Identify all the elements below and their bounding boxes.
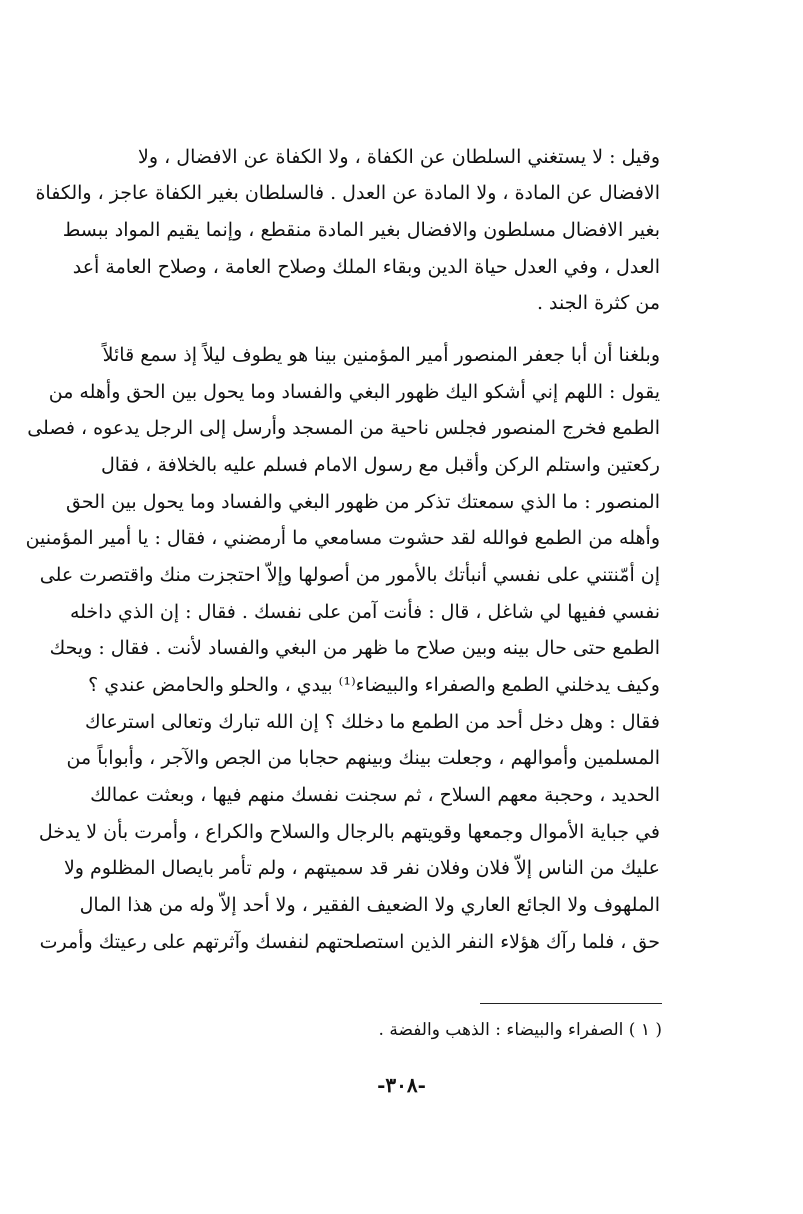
text-line: الطمع فخرج المنصور فجلس ناحية من المسجد وأرسل إلى الرجل يدعوه ، فصلى	[27, 417, 660, 439]
page-number: -٣٠٨-	[377, 1073, 426, 1097]
text-line: في جباية الأموال وجمعها وقويتهم بالرجال والسلاح والكراع ، وأمرت بأن لا يدخل	[38, 821, 660, 843]
text-line: نفسي ففيها لي شاغل ، قال : فأنت آمن على نفسك . فقال : إن الذي داخله	[69, 601, 660, 623]
footnote: ( ١ ) الصفراء والبيضاء : الذهب والفضة .	[378, 1020, 662, 1040]
text-line: إن أمّنتني على نفسي أنبأتك بالأمور من أصولها وإلاّ احتجزت منك واقتصرت على	[39, 564, 660, 586]
text-line: العدل ، وفي العدل حياة الدين وبقاء الملك وصلاح العامة ، وصلاح العامة أعد	[72, 256, 660, 278]
text-line: حق ، فلما رآك هؤلاء النفر الذين استصلحتهم لنفسك وآثرتهم على رعيتك وأمرت	[39, 931, 660, 953]
text-line: ركعتين واستلم الركن وأقبل مع رسول الامام فسلم عليه بالخلافة ، فقال	[100, 454, 660, 476]
text-line: الافضال عن المادة ، ولا المادة عن العدل . فالسلطان بغير الكفاة عاجز ، والكفاة	[35, 182, 660, 204]
text-line: عليك من الناس إلاّ فلان وفلان نفر قد سميتهم ، ولم تأمر بايصال المظلوم ولا	[63, 857, 660, 879]
text-line: الملهوف ولا الجائع العاري ولا الضعيف الفقير ، ولا أحد إلاّ وله من هذا المال	[79, 894, 660, 916]
text-line: الطمع حتى حال بينه وبين صلاح ما ظهر من البغي والفساد لأنت . فقال : ويحك	[49, 637, 660, 659]
text-line: المنصور : ما الذي سمعتك تذكر من ظهور البغي والفساد وما يحول بين الحق	[65, 491, 660, 513]
text-line: الحديد ، وحجبة معهم السلاح ، ثم سجنت نفسك منهم فيها ، وبعثت عمالك	[90, 784, 660, 806]
text-line: المسلمين وأموالهم ، وجعلت بينك وبينهم حجابا من الجص والآجر ، وأبواباً من	[66, 747, 660, 769]
footnote-divider	[480, 1003, 662, 1004]
text-line: وكيف يدخلني الطمع والصفراء والبيضاء⁽¹⁾ بيدي ، والحلو والحامض عندي ؟	[88, 674, 660, 696]
text-line: من كثرة الجند .	[536, 292, 660, 314]
text-line: بغير الافضال مسلطون والافضال بغير المادة منقطع ، وإنما يقيم المواد ببسط	[62, 219, 660, 241]
text-line: وبلغنا أن أبا جعفر المنصور أمير المؤمنين بينا هو يطوف ليلاً إذ سمع قائلاً	[102, 344, 660, 366]
text-line: فقال : وهل دخل أحد من الطمع ما دخلك ؟ إن الله تبارك وتعالى استرعاك	[84, 711, 660, 733]
text-line: وقيل : لا يستغني السلطان عن الكفاة ، ولا الكفاة عن الافضال ، ولا	[138, 146, 660, 168]
text-line: وأهله من الطمع فوالله لقد حشوت مسامعي ما أرمضني ، فقال : يا أمير المؤمنين	[25, 527, 660, 549]
text-line: يقول : اللهم إني أشكو اليك ظهور البغي والفساد وما يحول بين الحق وأهله من	[48, 381, 660, 403]
